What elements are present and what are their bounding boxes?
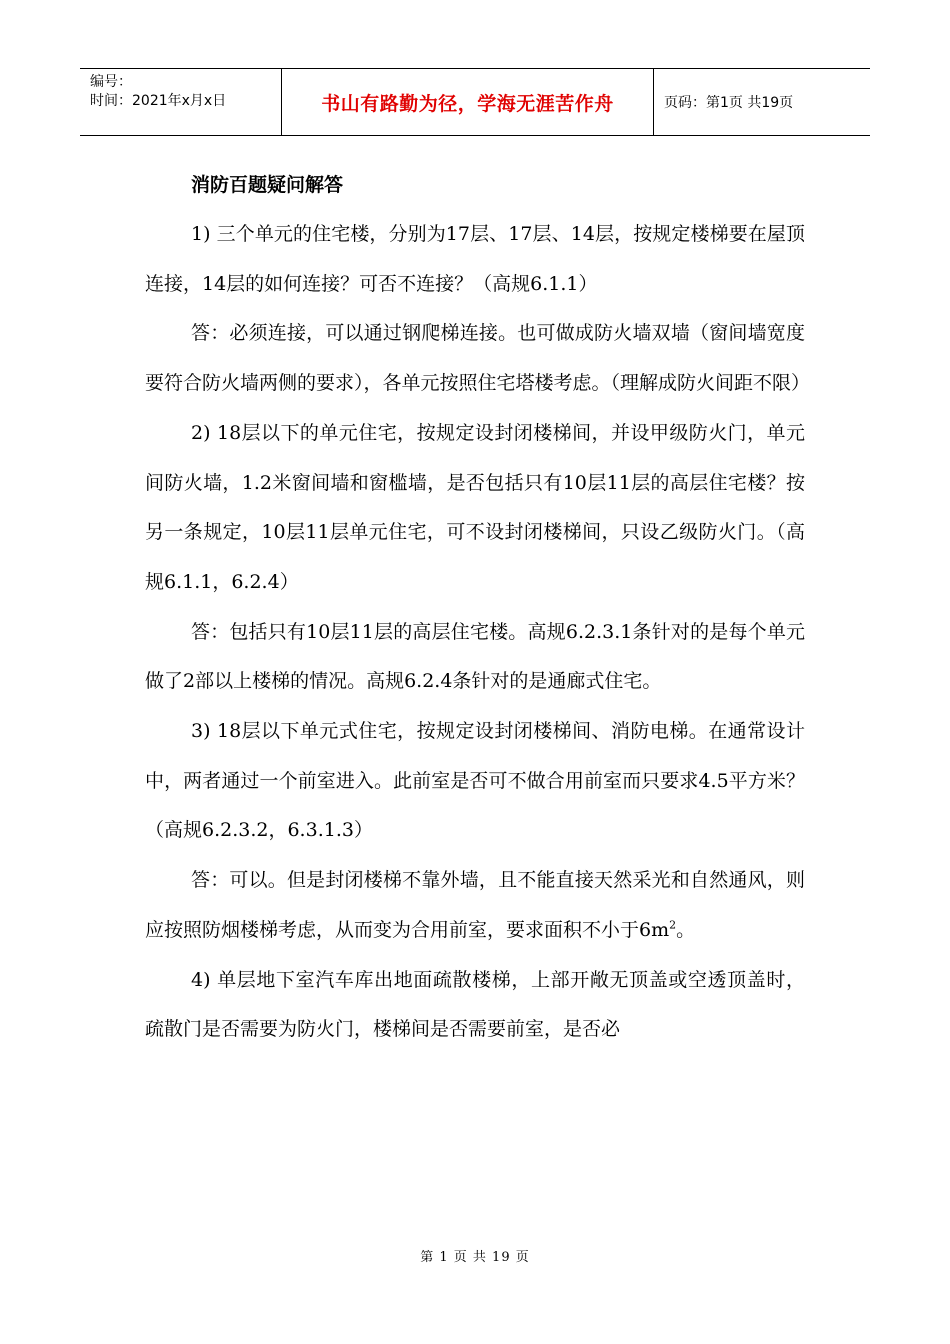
header-motto: [282, 69, 654, 135]
page-header: [80, 68, 870, 136]
paragraph-q2: 2) 18层以下的单元住宅，按规定设封闭楼梯间，并设甲级防火门，单元间防火墙，1.2米窗间墙和窗槛墙，是否包括只有10层11层的高层住宅楼？按另一条规定，10层11层单元住宅，可不设封闭楼梯间，只设乙级防火门。（高规6.1.1，6.2.4）: [145, 421, 805, 593]
paragraph-a2: 答：包括只有10层11层的高层住宅楼。高规6.2.3.1条针对的是每个单元做了2部以上楼梯的情况。高规6.2.4条针对的是通廊式住宅。: [145, 620, 805, 693]
paragraph-a3-text: 答：可以。但是封闭楼梯不靠外墙，且不能直接天然采光和自然通风，则应按照防烟楼梯考虑，从而变为合用前室，要求面积不小于6m: [145, 869, 805, 941]
page-footer: 第 1 页 共 19 页: [420, 1250, 530, 1265]
number-label: 编号：: [90, 74, 132, 90]
paragraph-a3-tail: 。: [676, 918, 696, 941]
header-page-info: [654, 69, 870, 135]
paragraph-q3: 3) 18层以下单元式住宅，按规定设封闭楼梯间、消防电梯。在通常设计中，两者通过一个前室进入。此前室是否可不做合用前室而只要求4.5平方米？（高规6.2.3.2，6.3.1.3）: [145, 720, 805, 842]
motto-text: 书山有路勤为径，学海无涯苦作舟: [321, 92, 614, 115]
paragraph-a1: 答：必须连接，可以通过钢爬梯连接。也可做成防火墙双墙（窗间墙宽度要符合防火墙两侧的要求），各单元按照住宅塔楼考虑。（理解成防火间距不限）: [145, 322, 811, 395]
paragraph-q1: 1) 三个单元的住宅楼，分别为17层、17层、14层，按规定楼梯要在屋顶连接，14层的如何连接？可否不连接？（高规6.1.1）: [145, 223, 805, 295]
time-label: 时间：2021年x月x日: [90, 93, 227, 109]
paragraph-a3: [145, 856, 805, 955]
page-info-text: 页码：第1页 共19页: [664, 95, 794, 111]
document-body: [145, 160, 811, 1055]
superscript-two: 2: [669, 918, 677, 932]
header-meta: [80, 69, 282, 135]
document-title: 消防百题疑问解答: [191, 174, 344, 196]
paragraph-q4: 4) 单层地下室汽车库出地面疏散楼梯，上部开敞无顶盖或空透顶盖时，疏散门是否需要为防火门，楼梯间是否需要前室，是否必: [145, 968, 805, 1041]
